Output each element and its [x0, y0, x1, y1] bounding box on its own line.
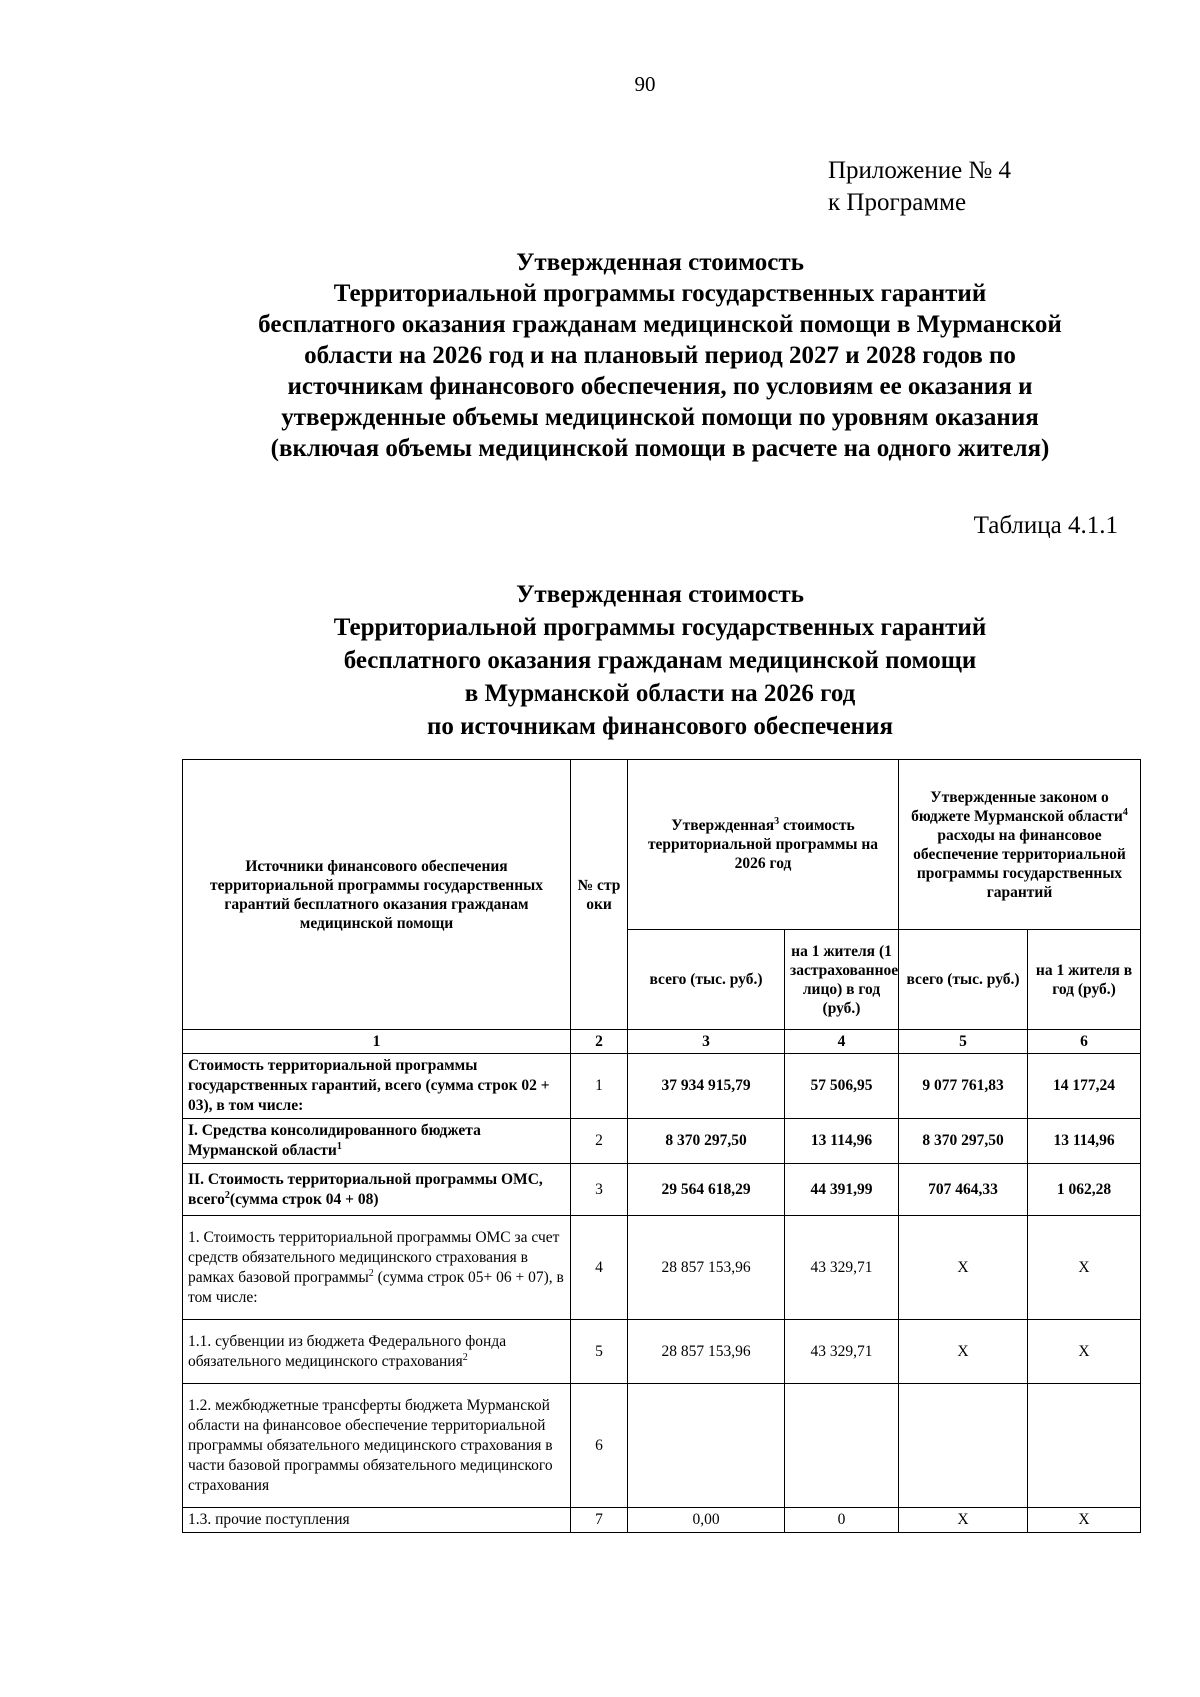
cell-per-resident: 43 329,71 [785, 1320, 899, 1384]
table-row [183, 1320, 1141, 1384]
cell-per-resident: 0 [785, 1508, 899, 1533]
column-number: 4 [785, 1030, 899, 1054]
cell-total-thousand: 8 370 297,50 [628, 1119, 785, 1164]
header-budget-text: расходы на финансовое обеспечение территориальной программы государственных гарантий [913, 826, 1126, 901]
row-label [183, 1508, 571, 1533]
row-label [183, 1384, 571, 1508]
document-title-line: бесплатного оказания гражданам медицинской помощи в Мурманской [258, 311, 1062, 338]
table-title-line: Территориальной программы государственных гарантий [333, 614, 987, 641]
cell-per-resident: 43 329,71 [785, 1216, 899, 1320]
document-title-line: источникам финансового обеспечения, по условиям ее оказания и [287, 373, 1033, 400]
row-label-text: 1.2. межбюджетные трансферты бюджета Мурманской области на финансовое обеспечение территориальной программы обязательного медицинского страхования в части базовой программы обязательного медицинского страхования [188, 1396, 553, 1494]
cell-budget-per-resident: 1 062,28 [1028, 1164, 1141, 1216]
cell-budget-per-resident: 14 177,24 [1028, 1054, 1141, 1119]
footnote-marker: 2 [462, 1351, 468, 1363]
row-label-text: 1.3. прочие поступления [188, 1511, 350, 1528]
row-label-text: 1.1. субвенции из бюджета Федерального фонда обязательного медицинского страхования [188, 1332, 507, 1370]
header-total-thousand: всего (тыс. руб.) [628, 930, 785, 1030]
row-label [183, 1164, 571, 1216]
row-number: 5 [571, 1320, 628, 1384]
cell-budget-total: X [899, 1508, 1028, 1533]
table-row [183, 1054, 1141, 1119]
table-row [183, 1216, 1141, 1320]
row-label-text: Стоимость территориальной программы государственных гарантий, всего (сумма строк 02 + 03), в том числе: [188, 1057, 550, 1114]
cell-budget-per-resident [1028, 1384, 1141, 1508]
cell-total-thousand: 28 857 153,96 [628, 1320, 785, 1384]
document-title-line: Утвержденная стоимость [516, 249, 804, 276]
row-label-text: 1. Стоимость территориальной программы ОМС за счет средств обязательного медицинского страхования в рамках базовой программы [188, 1228, 560, 1286]
table-label: Таблица 4.1.1 [973, 512, 1118, 539]
finance-table [182, 759, 1141, 1533]
column-number: 2 [571, 1030, 628, 1054]
header-source: Источники финансового обеспечения территориальной программы государственных гарантий бесплатного оказания гражданам медицинской помощи [183, 760, 571, 1030]
table-row [183, 1508, 1141, 1533]
page-number: 90 [634, 72, 656, 96]
row-number: 1 [571, 1054, 628, 1119]
row-number: 7 [571, 1508, 628, 1533]
appendix-note [828, 155, 1011, 219]
cell-total-thousand: 28 857 153,96 [628, 1216, 785, 1320]
cell-total-thousand [628, 1384, 785, 1508]
cell-per-resident: 44 391,99 [785, 1164, 899, 1216]
cell-per-resident: 57 506,95 [785, 1054, 899, 1119]
header-row-number: № стр оки [571, 760, 628, 1030]
table-row [183, 1384, 1141, 1508]
table-row [183, 1119, 1141, 1164]
footnote-marker: 4 [1122, 806, 1128, 818]
cell-total-thousand: 0,00 [628, 1508, 785, 1533]
row-label [183, 1054, 571, 1119]
footnote-marker: 2 [368, 1267, 374, 1279]
row-label [183, 1119, 571, 1164]
cell-budget-total: 707 464,33 [899, 1164, 1028, 1216]
cell-budget-total: 9 077 761,83 [899, 1054, 1028, 1119]
row-label-text: I. Средства консолидированного бюджета Мурманской области [188, 1122, 481, 1159]
column-number: 1 [183, 1030, 571, 1054]
cell-budget-per-resident: X [1028, 1508, 1141, 1533]
cell-budget-per-resident: X [1028, 1320, 1141, 1384]
cell-budget-total [899, 1384, 1028, 1508]
footnote-marker: 3 [774, 815, 780, 827]
row-number: 6 [571, 1384, 628, 1508]
cell-budget-total: X [899, 1216, 1028, 1320]
appendix-line-1: Приложение № 4 [828, 157, 1012, 184]
header-approved-cost-text: Утвержденная [671, 817, 775, 834]
document-title-line: области на 2026 год и на плановый период 2027 и 2028 годов по [304, 342, 1016, 369]
row-number: 2 [571, 1119, 628, 1164]
cell-per-resident: 13 114,96 [785, 1119, 899, 1164]
row-label [183, 1216, 571, 1320]
document-title [160, 247, 1160, 464]
table-title-line: в Мурманской области на 2026 год [464, 680, 856, 707]
cell-budget-total: 8 370 297,50 [899, 1119, 1028, 1164]
row-label [183, 1320, 571, 1384]
row-number: 3 [571, 1164, 628, 1216]
row-label-text: II. Стоимость территориальной программы ОМС, всего [188, 1170, 543, 1208]
row-number: 4 [571, 1216, 628, 1320]
header-approved-cost-text: стоимость территориальной программы на 2026 год [647, 817, 879, 872]
header-budget-expenses [899, 760, 1141, 930]
cell-budget-per-resident: 13 114,96 [1028, 1119, 1141, 1164]
table-row [183, 1164, 1141, 1216]
header-approved-cost [628, 760, 899, 930]
header-per-resident-budget: на 1 жителя в год (руб.) [1028, 930, 1141, 1030]
footnote-marker: 2 [224, 1189, 230, 1201]
cell-per-resident [785, 1384, 899, 1508]
document-title-line: утвержденные объемы медицинской помощи по уровням оказания [281, 404, 1039, 431]
appendix-line-2: к Программе [828, 189, 967, 216]
table-title-line: Утвержденная стоимость [516, 581, 804, 608]
cell-total-thousand: 29 564 618,29 [628, 1164, 785, 1216]
column-number: 5 [899, 1030, 1028, 1054]
column-number: 3 [628, 1030, 785, 1054]
row-label-tail: (сумма строк 04 + 08) [229, 1190, 379, 1208]
header-total-thousand-budget: всего (тыс. руб.) [899, 930, 1028, 1030]
cell-budget-per-resident: X [1028, 1216, 1141, 1320]
document-title-line: Территориальной программы государственных гарантий [333, 280, 987, 307]
header-budget-text: Утвержденные законом о бюджете Мурманской области [911, 788, 1123, 825]
cell-budget-total: X [899, 1320, 1028, 1384]
row-label-tail: (сумма строк 05+ 06 + 07), в том числе: [188, 1268, 564, 1306]
table-title-line: по источникам финансового обеспечения [426, 713, 894, 740]
document-title-line: (включая объемы медицинской помощи в расчете на одного жителя) [270, 435, 1050, 462]
column-number: 6 [1028, 1030, 1141, 1054]
table-title-line: бесплатного оказания гражданам медицинской помощи [343, 647, 977, 674]
footnote-marker: 1 [336, 1140, 342, 1152]
table-title [160, 578, 1160, 743]
cell-total-thousand: 37 934 915,79 [628, 1054, 785, 1119]
header-per-resident-insured: на 1 жителя (1 застрахованное лицо) в год (руб.) [785, 930, 899, 1030]
